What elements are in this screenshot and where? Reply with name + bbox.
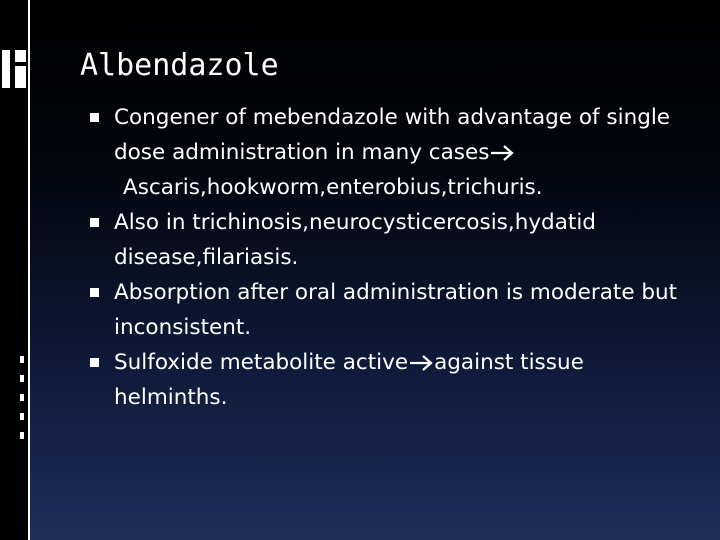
bullet-item [88, 205, 688, 275]
right-arrow-icon [490, 145, 514, 161]
decor-tick [20, 356, 24, 363]
bullet-text: against tissue helminths. [114, 350, 584, 410]
decor-tick [20, 375, 24, 382]
bullet-item [88, 100, 688, 205]
square-bullet-icon [90, 113, 99, 122]
decor-block-small [15, 50, 26, 62]
bullet-text: Absorption after oral administration is moderate but inconsistent. [114, 280, 678, 340]
square-bullet-icon [90, 218, 99, 227]
bullet-text: Sulfoxide metabolite active [114, 350, 409, 375]
decor-tick [20, 413, 24, 420]
decor-block-mid [15, 66, 26, 88]
bullet-item [88, 345, 688, 415]
square-bullet-icon [90, 358, 99, 367]
slide-title: Albendazole [80, 48, 279, 83]
square-bullet-icon [90, 288, 99, 297]
right-arrow-icon [409, 355, 433, 371]
decor-block-large [2, 50, 10, 88]
bullet-item [88, 275, 688, 345]
bullet-subline: Ascaris,hookworm,enterobius,trichuris. [123, 175, 543, 200]
bullet-list [88, 100, 688, 415]
bullet-text: Also in trichinosis,neurocysticercosis,hydatid disease,filariasis. [114, 210, 596, 270]
decor-tick [20, 394, 24, 401]
decor-tick [20, 432, 24, 439]
bullet-text: Congener of mebendazole with advantage of single dose administration in many cases [114, 105, 671, 165]
